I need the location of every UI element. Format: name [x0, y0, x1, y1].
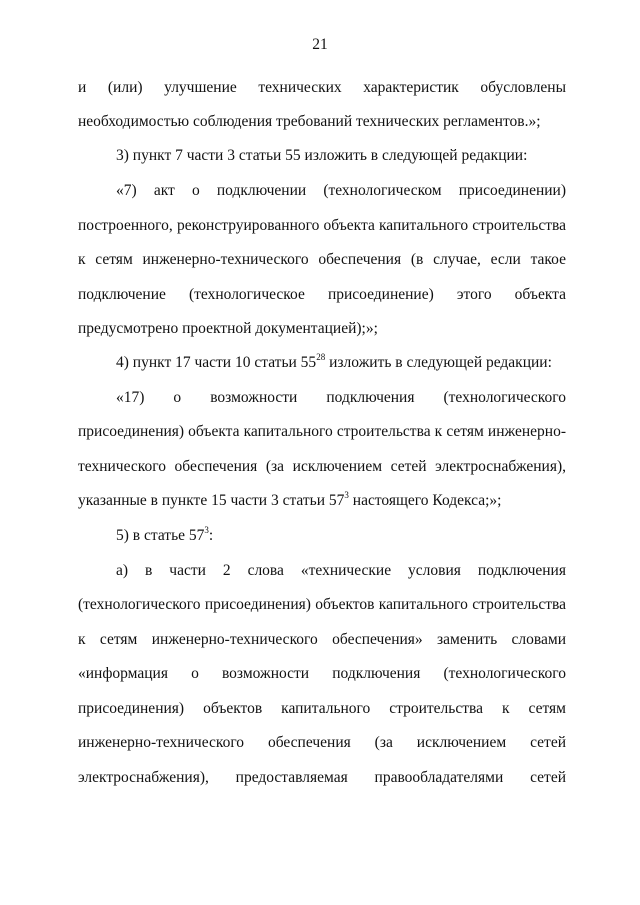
text-line: предусмотрено проектной документацией);»; [78, 320, 378, 337]
text-segment: настоящего Кодекса;»; [348, 492, 502, 509]
text-line: необходимостью соблюдения требований технических регламентов.»; [78, 113, 541, 130]
text-line: к сетям инженерно-технического обеспечения (в случае, если такое [78, 251, 566, 268]
text-segment: изложить в следующей редакции: [325, 354, 552, 371]
text-line: присоединения) объекта капитального строительства к сетям инженерно- [78, 423, 566, 440]
text-line: к сетям инженерно-технического обеспечения» заменить словами [78, 631, 566, 648]
text-line: подключение (технологическое присоединение) этого объекта [78, 286, 566, 303]
paragraph-item-3: 3) пункт 7 части 3 статьи 55 изложить в следующей редакции: [116, 147, 528, 164]
text-line: технического обеспечения (за исключением сетей электроснабжения), [78, 458, 566, 475]
subparagraph-a: а) в части 2 слова «технические условия подключения [116, 562, 566, 579]
text-line: (технологического присоединения) объектов капитального строительства [78, 596, 566, 613]
superscript: 28 [316, 351, 326, 362]
text-line: «7) акт о подключении (технологическом присоединении) [116, 182, 566, 199]
text-line: «информация о возможности подключения (технологического [78, 665, 566, 682]
text-line: электроснабжения), предоставляемая правообладателями сетей [78, 769, 566, 786]
text-line: и (или) улучшение технических характеристик обусловлены [78, 79, 566, 96]
paragraph-item-4 [116, 352, 566, 374]
text-line: построенного, реконструированного объекта капитального строительства [78, 217, 566, 234]
text-segment: : [208, 527, 214, 544]
text-segment: 5) в статье 57 [116, 527, 205, 544]
page-number: 21 [312, 36, 328, 53]
paragraph-item-5 [116, 525, 566, 547]
text-line: «17) о возможности подключения (технологического [116, 389, 566, 406]
text-segment: указанные в пункте 15 части 3 статьи 57 [78, 492, 345, 509]
text-segment: 4) пункт 17 части 10 статьи 55 [116, 354, 317, 371]
text-line: присоединения) объектов капитального строительства к сетям [78, 700, 566, 717]
text-line [78, 490, 566, 512]
superscript: 3 [344, 489, 349, 500]
text-line: инженерно-технического обеспечения (за исключением сетей [78, 734, 566, 751]
superscript: 3 [204, 524, 209, 535]
